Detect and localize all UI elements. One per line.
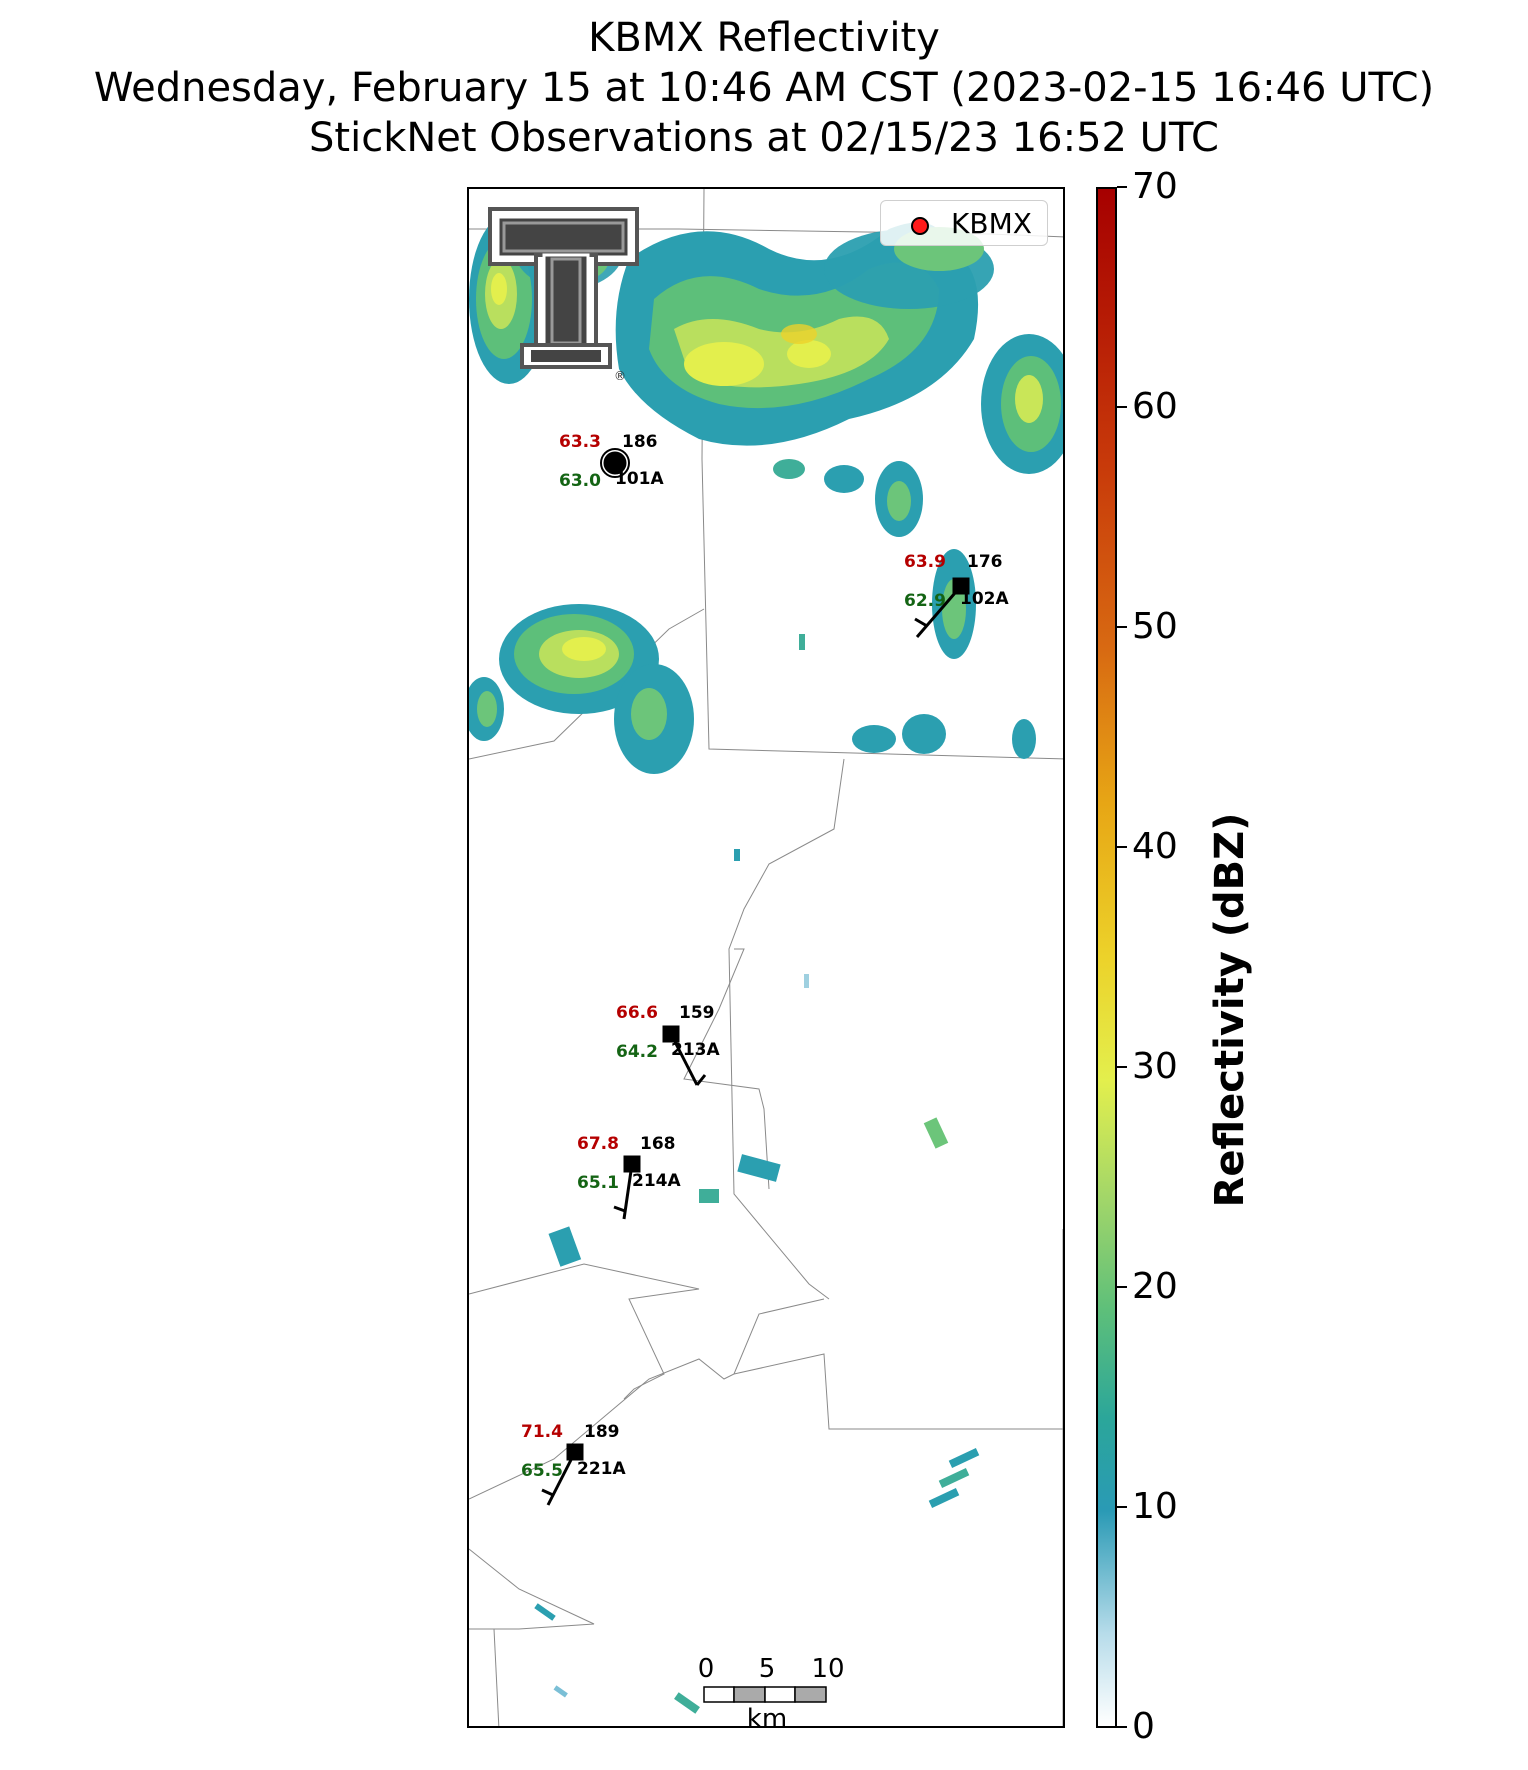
scale-bar-segments <box>703 1685 833 1705</box>
station-id: 101A <box>615 469 664 489</box>
map-canvas <box>469 189 1065 1728</box>
scale-tick: 0 <box>697 1654 715 1684</box>
storm-cell <box>981 334 1065 474</box>
station-id: 214A <box>632 1171 681 1191</box>
storm-cell <box>773 459 864 493</box>
station-temp: 63.3 <box>559 432 601 452</box>
colorbar-tick-label: 0 <box>1132 1706 1155 1747</box>
storm-cell <box>852 714 1036 759</box>
texas-tech-double-t-logo <box>486 205 641 380</box>
colorbar-title: Reflectivity (dBZ) <box>1207 812 1253 1208</box>
map-legend <box>880 200 1048 246</box>
station-wind-dir: 189 <box>584 1422 620 1442</box>
colorbar-tick-label: 50 <box>1132 606 1178 647</box>
station-temp: 66.6 <box>616 1003 658 1023</box>
station-wind-dir: 159 <box>679 1003 715 1023</box>
colorbar <box>1096 187 1117 1728</box>
scale-tick: 5 <box>758 1654 776 1684</box>
station-id: 221A <box>577 1459 626 1479</box>
storm-cell <box>469 677 504 741</box>
radar-site-marker-icon <box>911 217 929 235</box>
colorbar-tick-label: 30 <box>1132 1046 1178 1087</box>
station-temp: 67.8 <box>577 1134 619 1154</box>
station-dewpoint: 65.5 <box>521 1461 563 1481</box>
storm-cell <box>875 461 923 537</box>
station-temp: 71.4 <box>521 1422 563 1442</box>
storm-cell <box>614 664 694 774</box>
logo-registered-mark: ® <box>614 369 626 380</box>
map-title: KBMX Reflectivity <box>588 15 940 61</box>
scale-unit: km <box>746 1704 788 1734</box>
radar-map[interactable] <box>467 187 1065 1728</box>
station-dewpoint: 62.9 <box>904 591 946 611</box>
station-dewpoint: 65.1 <box>577 1173 619 1193</box>
station-dewpoint: 63.0 <box>559 471 601 491</box>
station-wind-dir: 176 <box>967 552 1003 572</box>
colorbar-tick-label: 60 <box>1132 386 1178 427</box>
station-wind-dir: 168 <box>640 1134 676 1154</box>
map-subtitle-time: Wednesday, February 15 at 10:46 AM CST (2023-02-15 16:46 UTC) <box>93 65 1435 111</box>
legend-label: KBMX <box>951 207 1032 240</box>
colorbar-tick-label: 10 <box>1132 1486 1178 1527</box>
colorbar-tick-label: 70 <box>1132 166 1178 207</box>
colorbar-tick-label: 20 <box>1132 1266 1178 1307</box>
station-temp: 63.9 <box>904 552 946 572</box>
station-dewpoint: 64.2 <box>616 1042 658 1062</box>
colorbar-tick-label: 40 <box>1132 826 1178 867</box>
map-subtitle-observations: StickNet Observations at 02/15/23 16:52 UTC <box>309 115 1219 161</box>
station-wind-dir: 186 <box>622 432 658 452</box>
station-id: 102A <box>960 589 1009 609</box>
station-id: 213A <box>671 1040 720 1060</box>
scale-tick: 10 <box>811 1654 845 1684</box>
